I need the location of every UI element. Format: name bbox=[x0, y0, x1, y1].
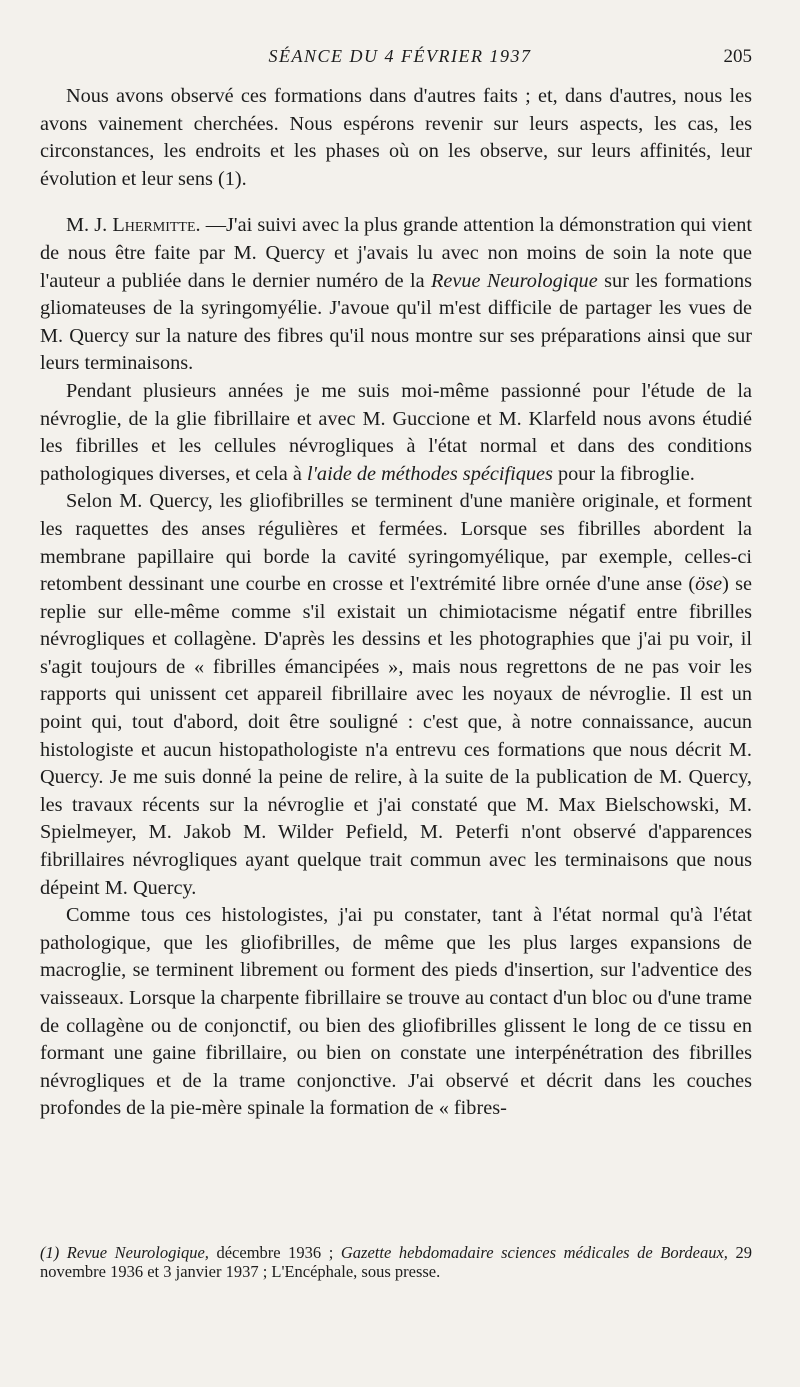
speaker-name: M. J. Lhermitte. bbox=[66, 214, 201, 237]
footnote-text: décembre 1936 ; bbox=[208, 1243, 341, 1262]
paragraph-text: —J'ai suivi avec la plus grande attention la démonstration qui vient de nous être faite par M. Quercy et j'avais lu avec non moins de soin la note que l'auteur a publiée dans le dernier numéro de la bbox=[40, 214, 752, 292]
body-text bbox=[40, 83, 752, 1123]
running-title: SÉANCE DU 4 FÉVRIER 1937 bbox=[268, 46, 532, 66]
paragraph-text: pour la fibroglie. bbox=[552, 462, 695, 485]
paragraph-histologists: Comme tous ces histologistes, j'ai pu constater, tant à l'état normal qu'à l'état pathologique, que les gliofibrilles, de même que les plus larges expansions de macroglie, se terminent librement ou forment des pieds d'insertion, sur l'adventice des vaisseaux. Lorsque la charpente fibrillaire se trouve au contact d'un bloc ou d'une trame de collagène ou de conjonctif, ou bien des gliofibrilles glissent le long de ce tissu en formant une gaine fibrillaire, ou bien on constate une interpénétration des fibrilles névrogliques et de la trame conjonctive. J'ai observé et décrit dans les couches profondes de la pie-mère spinale la formation de « fibres- bbox=[40, 904, 752, 1120]
footnote bbox=[40, 1243, 752, 1281]
paragraph-text: ) se replie sur elle-même comme s'il existait un chimiotacisme négatif entre fibrilles névrogliques et collagène. D'après les dessins et les photographies que j'ai pu voir, il s'agit toujours de « fibrilles émancipées », mais nous regrettons de ne pas voir les rapports qui unissent cet appareil fibrillaire avec les noyaux de névroglie. Il est un point qui, tout d'abord, doit être souligné : c'est que, à notre connaissance, aucun histologiste et aucun histopathologiste n'a entrevu ces formations que nous décrit M. Quercy. Je me suis donné la peine de relire, à la suite de la publication de M. Quercy, les travaux récents sur la névroglie et j'ai constaté que M. Max Bielschowski, M. Spielmeyer, M. Jakob M. Wilder Pefield, M. Peterfi n'ont observé d'apparences fibrillaires névrogliques ayant quelque trait commun avec les terminaisons que nous dépeint M. Quercy. bbox=[40, 573, 752, 899]
paragraph-text: Selon M. Quercy, les gliofibrilles se terminent d'une manière originale, et forment les raquettes des anses régulières et fermées. Lorsque ses fibrilles abordent la membrane papillaire qui borde la cavité syringomyélique, par exemple, celles-ci retombent dessinant une courbe en crosse et l'extrémité libre ornée d'une anse ( bbox=[40, 490, 752, 596]
footnote-text: 29 novembre 1936 et 3 janvier 1937 ; L'Encéphale, sous presse. bbox=[40, 1243, 752, 1281]
paragraph-nevroglie-study bbox=[40, 378, 752, 488]
emphasis-text: öse bbox=[695, 573, 723, 596]
paragraph-text: sur les formations gliomateuses de la syringomyélie. J'avoue qu'il m'est difficile de partager les vues de M. Quercy sur la nature des fibres qu'il nous montre sur ses préparations ainsi que sur leurs terminaisons. bbox=[40, 269, 753, 375]
emphasis-text: l'aide de méthodes spécifiques bbox=[306, 462, 553, 485]
paragraph-quercy-gliofibrilles bbox=[40, 488, 752, 902]
paragraph-text: Pendant plusieurs années je me suis moi-même passionné pour l'étude de la névroglie, de la glie fibrillaire et avec M. Guccione et M. Klarfeld nous avons étudié les fibrilles et les cellules névrogliques à l'état normal et dans des conditions pathologiques diverses, et cela à bbox=[40, 379, 752, 485]
paragraph-closing-observation: Nous avons observé ces formations dans d'autres faits ; et, dans d'autres, nous les avons vainement cherchées. Nous espérons revenir sur leurs aspects, les cas, les circonstances, les endroits et les phases où on les observe, sur leurs affinités, leur évolution et leur sens (1). bbox=[40, 85, 752, 190]
footnote-journal: Gazette hebdomadaire sciences médicales de Bordeaux, bbox=[340, 1243, 728, 1262]
paragraph-lhermitte-intro bbox=[40, 212, 752, 378]
journal-title: Revue Neurologique bbox=[431, 269, 598, 292]
page-header bbox=[0, 44, 800, 74]
page-number: 205 bbox=[723, 46, 752, 67]
footnote-lead: (1) Revue Neurologique, bbox=[40, 1243, 209, 1262]
